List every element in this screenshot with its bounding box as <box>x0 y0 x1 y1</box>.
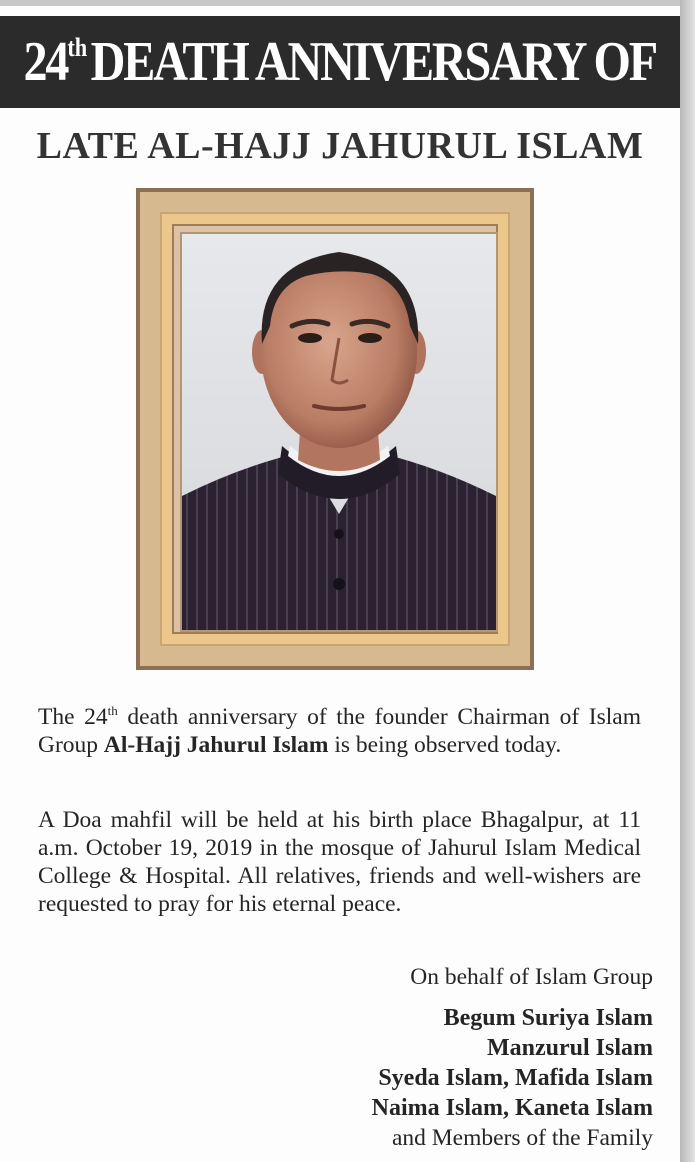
banner-title <box>24 30 657 94</box>
paragraph1-pre: The 24 <box>38 704 108 730</box>
portrait-frame <box>136 188 534 670</box>
page-edge <box>680 0 695 1162</box>
paragraph1-mid: death anniversary of the founder Chairman of Islam Group <box>38 704 641 758</box>
family-line: and Members of the Family <box>391 1125 653 1151</box>
member-line: Manzurul Islam <box>486 1035 653 1061</box>
signoff-block <box>372 962 653 1153</box>
member-line: Naima Islam, Kaneta Islam <box>371 1095 653 1121</box>
banner-number: 24 <box>23 31 68 93</box>
portrait-photo <box>180 232 498 632</box>
member-line: Syeda Islam, Mafida Islam <box>378 1065 653 1091</box>
on-behalf-line: On behalf of Islam Group <box>410 964 653 990</box>
banner-rest: DEATH ANNIVERSARY OF <box>90 31 657 93</box>
deceased-name: LATE AL-HAJJ JAHURUL ISLAM <box>36 125 644 167</box>
member-line: Begum Suriya Islam <box>443 1005 653 1031</box>
paragraph-announcement <box>38 703 641 759</box>
paragraph1-post: is being observed today. <box>328 732 562 758</box>
portrait-illustration <box>182 234 496 630</box>
paragraph-doa-mahfil: A Doa mahfil will be held at his birth place Bhagalpur, at 11 a.m. October 19, 2019 in the mosque of Jahurul Islam Medical College & Hospital. All relatives, friends and well-wishers are requested to pray for his eternal peace. <box>38 807 641 917</box>
paragraph1-bold-name: Al-Hajj Jahurul Islam <box>103 732 329 758</box>
paragraph1-ordinal: th <box>107 703 118 718</box>
title-banner <box>0 16 680 108</box>
banner-ordinal: th <box>67 33 88 62</box>
